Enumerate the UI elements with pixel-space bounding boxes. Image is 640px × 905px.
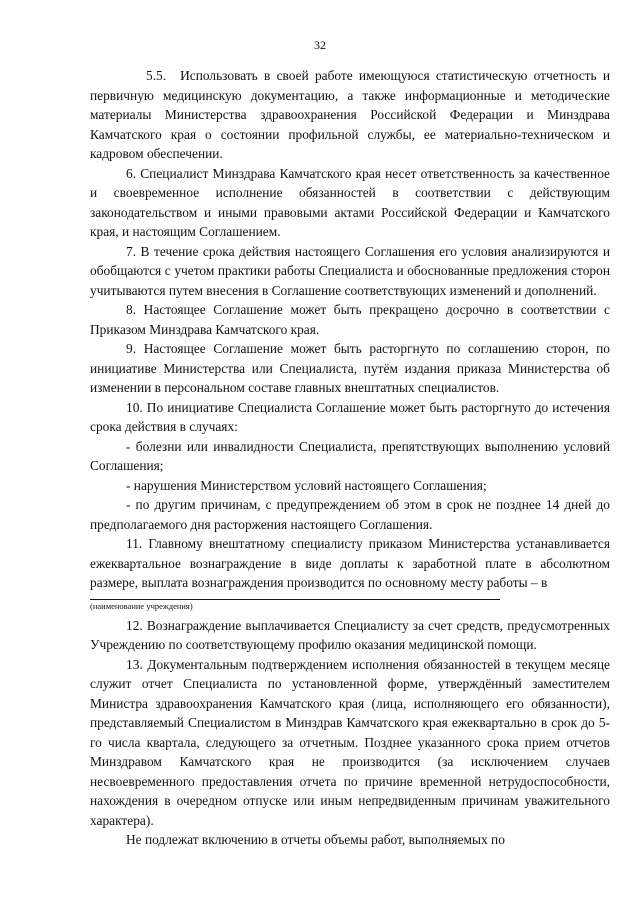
- paragraph-10: 10. По инициативе Специалиста Соглашение может быть расторгнуто до истечения срока действия в случаях:: [90, 399, 610, 434]
- paragraph-9: 9. Настоящее Соглашение может быть расторгнуто по соглашению сторон, по инициативе Министерства или Специалиста, путём издания приказа Министерства об изменении в персональном составе главных внештатных специалистов.: [90, 341, 610, 395]
- paragraph-8: 8. Настоящее Соглашение может быть прекращено досрочно в соответствии с Приказом Минздрава Камчатского края.: [90, 302, 610, 337]
- paragraph-13: 13. Документальным подтверждением исполнения обязанностей в текущем месяце служит отчет Специалиста по установленной форме, утверждённый заместителем Министра здравоохранения Камчатского края (лица, исполняющего его обязанности), представляемый Специалистом в Минздрав Камчатского края ежеквартально в срок до 5-го числа квартала, следующего за отчетным. Позднее указанного срока прием отчетов Минздравом Камчатского края не производится (за исключением случаев несвоевременного предоставления отчета по причине временной нетрудоспособности, нахождения в очередном отпуске или иным непредвиденным причинам уважительного характера).: [90, 656, 610, 828]
- list-item-illness: - болезни или инвалидности Специалиста, препятствующих выполнению условий Соглашения;: [90, 438, 610, 473]
- list-item-violation: - нарушения Министерством условий настоящего Соглашения;: [126, 477, 487, 493]
- document-body: [90, 66, 610, 850]
- paragraph-7: 7. В течение срока действия настоящего Соглашения его условия анализируются и обобщаются с учетом практики работы Специалиста и обоснованные предложения сторон учитываются путем внесения в Соглашение соответствующих изменений и дополнений.: [90, 243, 610, 298]
- paragraph-12: 12. Вознаграждение выплачивается Специалисту за счет средств, предусмотренных Учреждению по соответствующему профилю оказания медицинской помощи.: [90, 617, 610, 652]
- page-number: 32: [314, 38, 326, 52]
- paragraph-11: 11. Главному внештатному специалисту приказом Министерства устанавливается ежеквартальное вознаграждение в виде доплаты к заработной плате в абсолютном размере, выплата вознаграждения производится по основному месту работы – в: [90, 536, 610, 590]
- paragraph-5-5: [90, 66, 610, 164]
- paragraph-number: 5.5.: [146, 68, 167, 83]
- institution-blank-caption: (наименование учреждения): [90, 600, 193, 611]
- paragraph-6: 6. Специалист Минздрава Камчатского края несет ответственность за качественное и своевременное исполнение обязанностей в соответствии с действующим законодательством и иными правовыми актами Российской Федерации и Камчатского края, и настоящим Соглашением.: [90, 165, 610, 239]
- paragraph-text: Использовать в своей работе имеющуюся статистическую отчетность и первичную медицинскую документацию, а также информационные и методические материалы Министерства здравоохранения Российской Федерации и Минздрава Камчатского края о состоянии профильной службы, ее материально-техническом и кадровом обеспечении.: [90, 68, 610, 161]
- paragraph-continuation: Не подлежат включению в отчеты объемы работ, выполняемых по: [126, 832, 505, 847]
- list-item-other-reasons: - по другим причинам, с предупреждением об этом в срок не позднее 14 дней до предполагаемого дня расторжения настоящего Соглашения.: [90, 497, 610, 532]
- institution-blank-line: [90, 599, 500, 600]
